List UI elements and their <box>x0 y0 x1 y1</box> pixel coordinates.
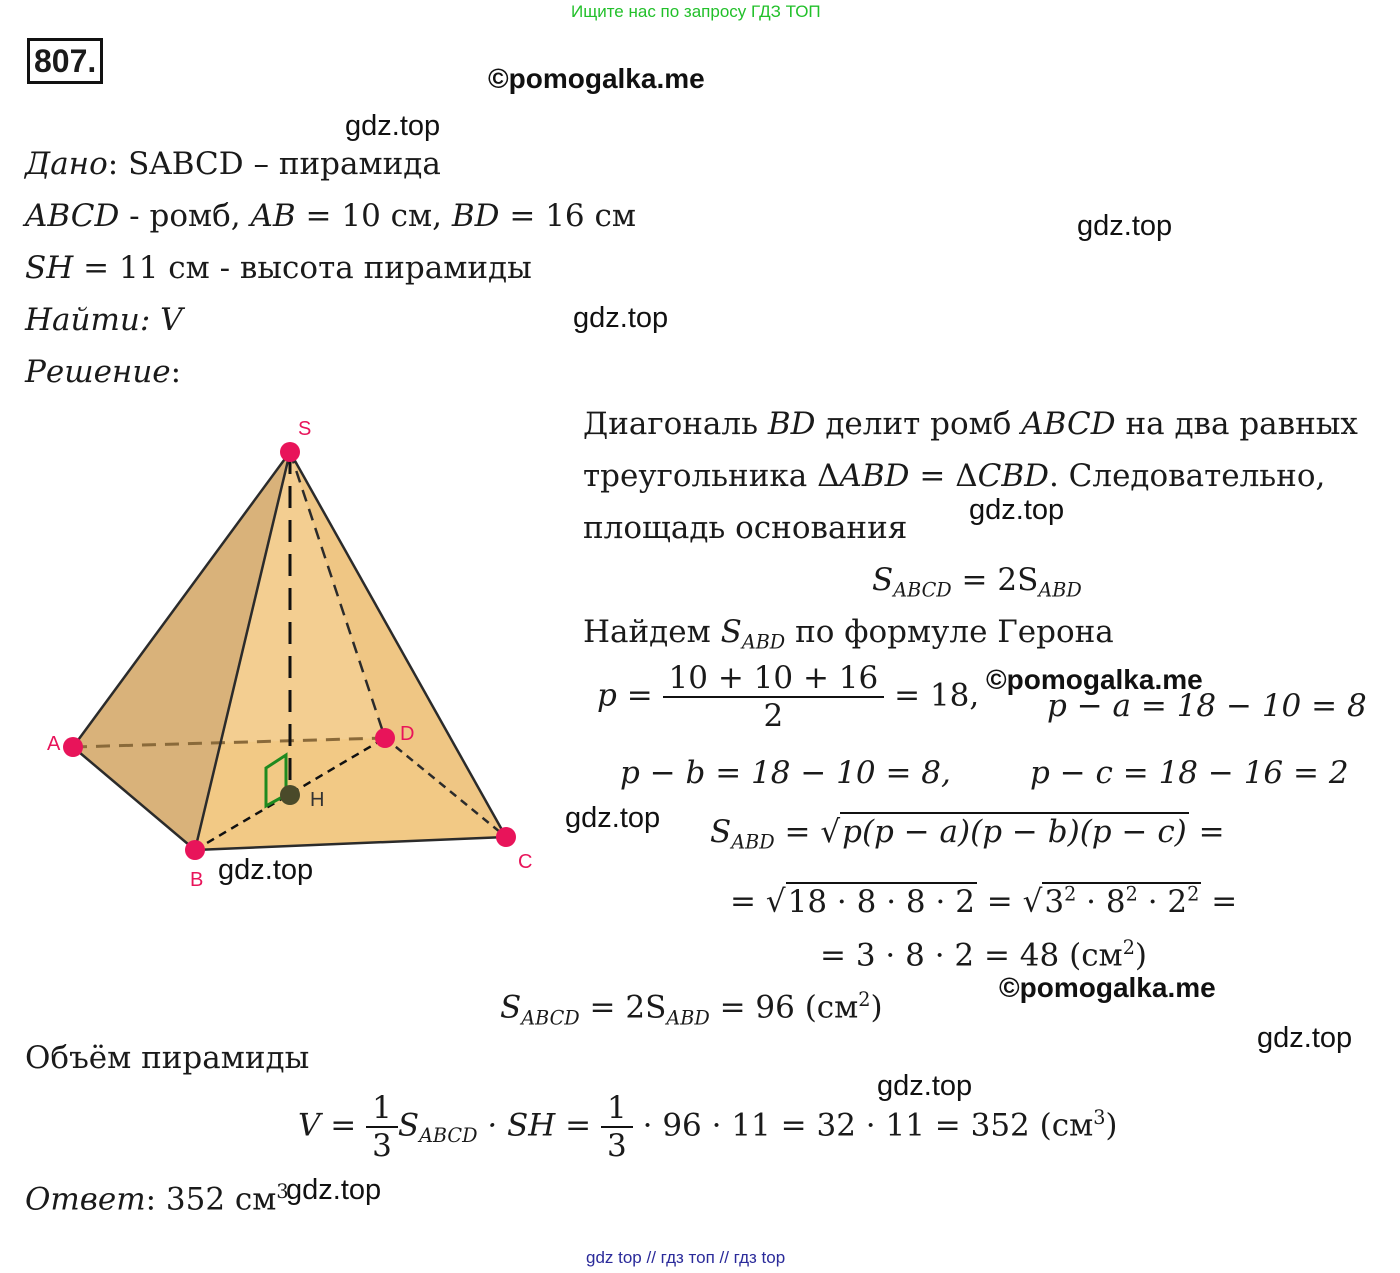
point-d <box>375 728 395 748</box>
v-cube: 3 <box>1093 1105 1106 1129</box>
line2-mid: = <box>976 883 1023 920</box>
given-line-1 <box>25 146 441 182</box>
sol-bd: BD <box>767 406 816 442</box>
rad2-8: · 8 <box>1076 883 1126 920</box>
sol-text-1a: Диагональ <box>583 406 768 442</box>
rad2-3: 3 <box>1044 883 1065 920</box>
label-c: C <box>518 851 533 873</box>
point-s <box>280 442 300 462</box>
pyramid-figure <box>40 410 560 900</box>
given-line1-text: : SABCD – пирамида <box>107 146 441 182</box>
fraction-1 <box>366 1090 398 1164</box>
problem-number: 807. <box>27 38 103 84</box>
label-b: B <box>190 869 204 891</box>
watermark-gdz-7: gdz.top <box>1257 1022 1353 1054</box>
given-line2-text: - ромб, <box>119 198 251 234</box>
watermark-pomogalka-3: ©pomogalka.me <box>999 972 1216 1003</box>
v-rest: · 96 · 11 = 32 · 11 = 352 (см <box>632 1107 1094 1144</box>
sbase-close: ) <box>870 989 883 1026</box>
fraction-2 <box>601 1090 633 1164</box>
sq-2: 2 <box>1125 882 1138 905</box>
label-a: A <box>47 733 61 755</box>
frac2-den: 3 <box>607 1128 627 1164</box>
p-minus-c: p − c = 18 − 16 = 2 <box>1030 755 1349 791</box>
watermark-gdz-6: gdz.top <box>218 854 314 886</box>
sol-cbd: CBD <box>977 458 1049 494</box>
label-h: H <box>310 789 325 811</box>
line2-radicand-2 <box>1042 882 1201 920</box>
solution-heading <box>25 354 181 390</box>
p-minus-a: p − a = 18 − 10 = 8 <box>1047 688 1367 724</box>
point-h <box>280 785 300 805</box>
point-a <box>63 737 83 757</box>
given-label: Дано <box>25 146 108 182</box>
line3-close: ) <box>1134 937 1148 974</box>
v-s-sub: ABCD <box>419 1124 478 1148</box>
line3-text: = 3 · 8 · 2 = 48 (см <box>820 937 1123 974</box>
label-s: S <box>298 418 312 440</box>
heron-tail: = <box>1188 814 1225 850</box>
heron-lhs-s: S <box>710 814 732 850</box>
heron-line-3 <box>820 936 1147 974</box>
v-mid: · SH = <box>477 1107 592 1144</box>
heron-lhs-sub: ABD <box>731 830 775 854</box>
heron-text-a: Найдем <box>583 614 721 650</box>
solution-colon: : <box>170 354 182 390</box>
line2-eq: = <box>730 883 766 920</box>
base-area-equation <box>872 562 1082 602</box>
frac1-num: 1 <box>366 1090 398 1128</box>
volume-heading: Объём пирамиды <box>25 1040 310 1076</box>
footer-links: gdz top // гдз топ // гдз top <box>586 1248 786 1267</box>
s-sub-abcd: ABCD <box>893 578 952 602</box>
point-c <box>496 827 516 847</box>
heron-line <box>583 614 1114 654</box>
answer-line <box>25 1180 289 1218</box>
sol-delta: Δ <box>955 458 978 494</box>
find-line <box>25 302 183 338</box>
label-d: D <box>400 723 415 745</box>
heron-formula <box>710 814 1225 854</box>
p-numerator: 10 + 10 + 16 <box>663 660 885 698</box>
answer-value: : 352 см <box>145 1181 277 1218</box>
sol-text-2a: треугольника Δ <box>583 458 840 494</box>
watermark-pomogalka-2: ©pomogalka.me <box>986 664 1203 695</box>
sol-abd: ABD = <box>839 458 956 494</box>
line3-sq: 2 <box>1122 936 1135 959</box>
sqrt-sign-2: √ <box>765 883 786 920</box>
sbase-sub1: ABCD <box>521 1006 580 1030</box>
watermark-gdz-5: gdz.top <box>565 802 661 834</box>
heron-line-2 <box>730 882 1237 920</box>
watermark-gdz-3: gdz.top <box>573 302 669 334</box>
sq-3: 2 <box>1187 882 1200 905</box>
given-line-2 <box>25 198 636 234</box>
sol-abcd: ABCD <box>1021 406 1116 442</box>
heron-eq: = <box>774 814 821 850</box>
p-fraction <box>663 660 885 734</box>
frac1-den: 3 <box>372 1128 392 1164</box>
rhombus-name: ABCD <box>25 198 120 234</box>
p-rhs: = 18, <box>894 677 980 714</box>
find-label: Найти <box>25 302 140 338</box>
eq-2s: = 2S <box>951 562 1039 598</box>
line2-radicand-1: 18 · 8 · 8 · 2 <box>787 883 975 920</box>
v-close: ) <box>1105 1107 1118 1144</box>
sbase-sub2: ABD <box>666 1006 710 1030</box>
given-line-3 <box>25 250 532 286</box>
sol-text-2e: . Следовательно, <box>1048 458 1326 494</box>
bd-label: BD = <box>451 198 546 234</box>
watermark-gdz-1: gdz.top <box>345 110 441 142</box>
sol-text-1c: делит ромб <box>815 406 1022 442</box>
point-b <box>185 840 205 860</box>
bd-value: 16 см <box>545 198 636 234</box>
ab-value: 10 см, <box>341 198 452 234</box>
watermark-pomogalka-1: ©pomogalka.me <box>488 63 705 94</box>
s-symbol: S <box>872 562 894 598</box>
sbase-sq: 2 <box>858 988 871 1011</box>
s-sub-abd: ABD <box>1038 578 1082 602</box>
base-area-result <box>500 988 883 1029</box>
line2-tail: = <box>1201 883 1238 920</box>
sqrt-sign-1: √ <box>820 814 841 850</box>
watermark-gdz-2: gdz.top <box>1077 210 1173 242</box>
rad2-2: · 2 <box>1137 883 1188 920</box>
find-value: : V <box>139 302 183 338</box>
answer-label: Ответ <box>25 1181 146 1218</box>
solution-line-3: площадь основания <box>583 510 908 546</box>
p-lhs: p = <box>597 677 653 714</box>
heron-s: S <box>720 614 742 650</box>
p-minus-b: p − b = 18 − 10 = 8, <box>620 755 951 791</box>
frac2-num: 1 <box>601 1090 633 1128</box>
sol-text-1e: на два равных <box>1115 406 1358 442</box>
p-denominator: 2 <box>763 698 784 734</box>
sbase-s: S <box>500 989 522 1026</box>
top-banner: Ищите нас по запросу ГДЗ ТОП <box>571 2 821 21</box>
heron-sub: ABD <box>741 630 786 654</box>
solution-line-1 <box>583 406 1358 442</box>
sbase-value: = 96 (см <box>709 989 859 1026</box>
watermark-gdz-8: gdz.top <box>877 1070 973 1102</box>
answer-cube: 3 <box>276 1180 289 1203</box>
sqrt-sign-3: √ <box>1022 883 1043 920</box>
heron-text-b: по формуле Герона <box>785 614 1114 650</box>
solution-line-2 <box>583 458 1325 494</box>
watermark-gdz-4: gdz.top <box>969 494 1065 526</box>
sq-1: 2 <box>1064 882 1077 905</box>
watermark-gdz-9: gdz.top <box>286 1174 382 1206</box>
ab-label: AB = <box>250 198 342 234</box>
solution-label: Решение <box>25 354 171 390</box>
heron-radicand: p(p − a)(p − b)(p − c) <box>842 814 1187 850</box>
v-lhs: V = <box>298 1107 357 1144</box>
sbase-2s: = 2S <box>579 989 667 1026</box>
sh-label: SH = <box>25 250 119 286</box>
v-s: S <box>397 1107 420 1144</box>
volume-formula <box>298 1090 1118 1164</box>
semiperimeter <box>597 660 979 734</box>
sh-value: 11 см - высота пирамиды <box>118 250 532 286</box>
